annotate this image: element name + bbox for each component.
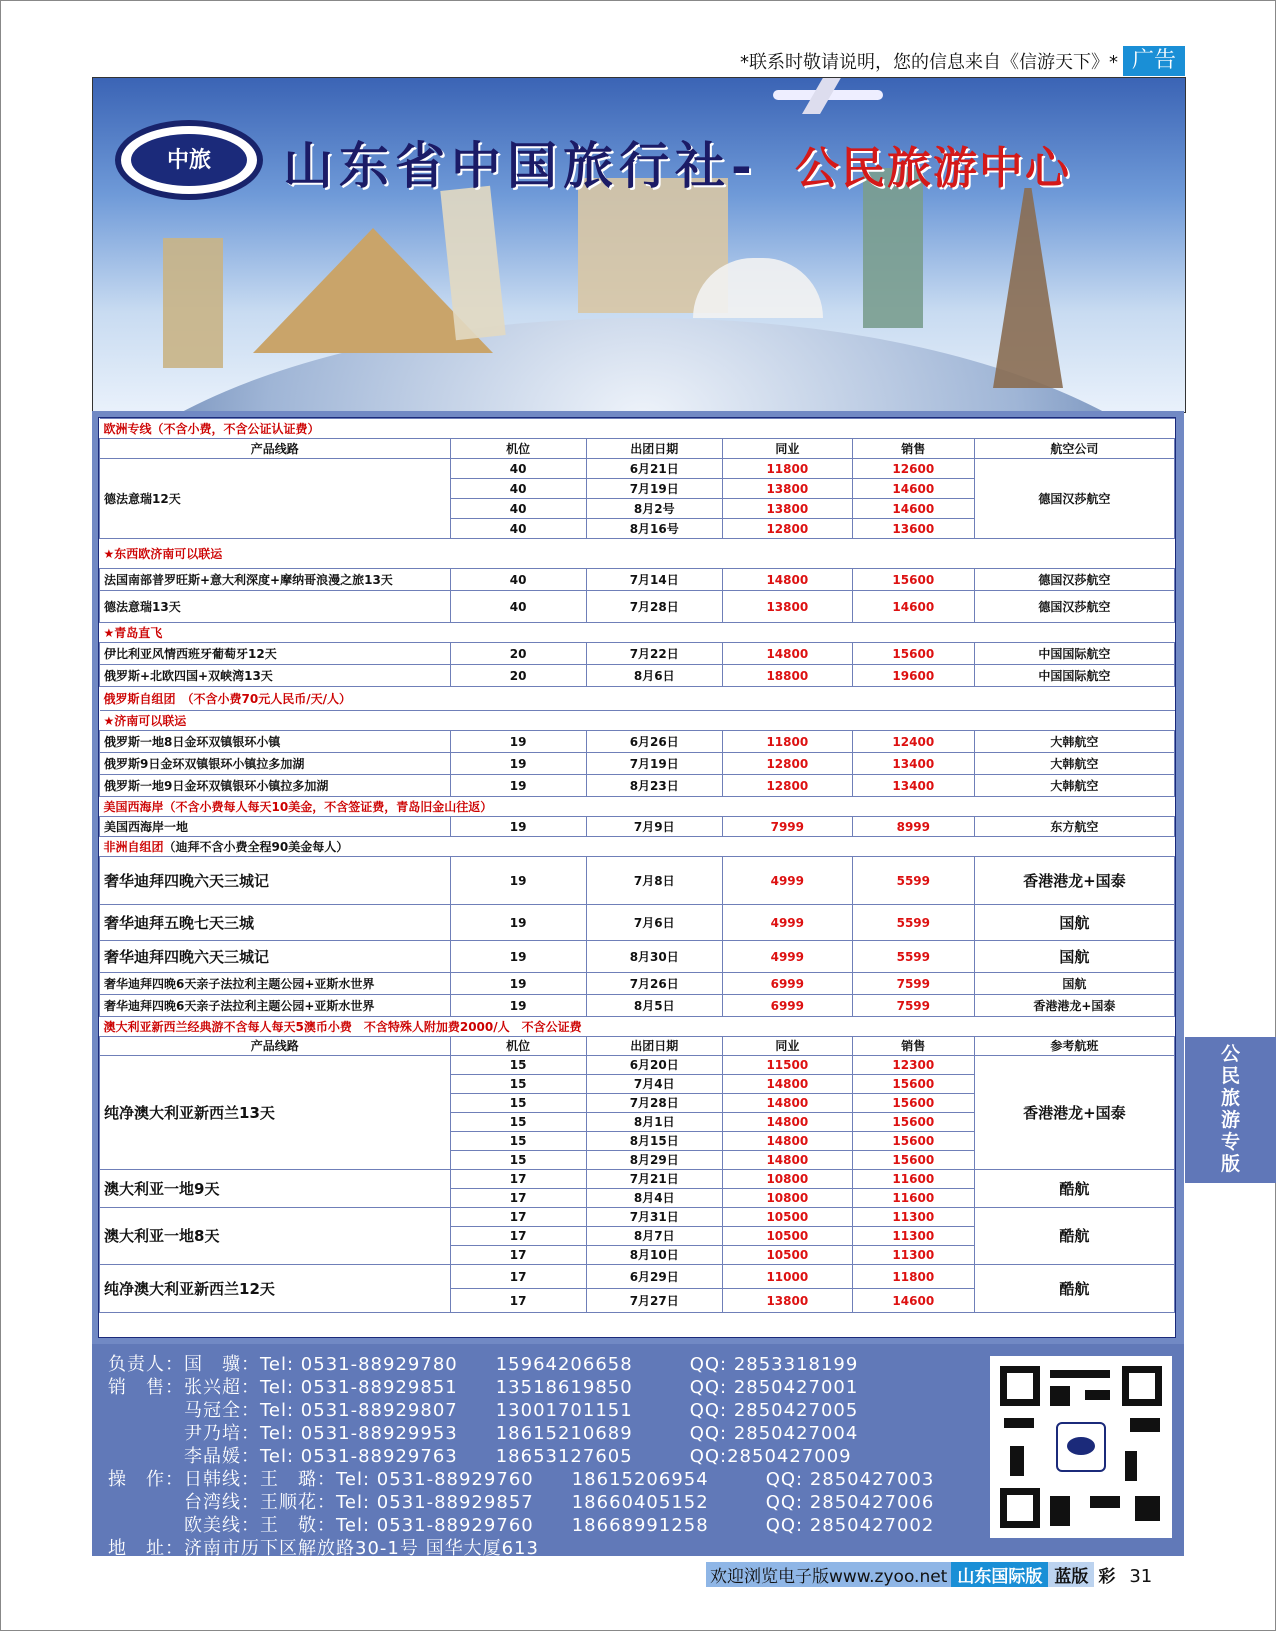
trade-price-cell: 11800 [722,731,852,753]
trade-price-cell: 13800 [722,479,852,499]
date-cell: 7月6日 [586,905,722,941]
airline-cell: 大韩航空 [974,753,1174,775]
retail-price-cell: 11300 [852,1227,974,1246]
eiffel-tower-image [993,188,1063,388]
date-cell: 8月29日 [586,1151,722,1170]
column-header: 航空公司 [974,439,1174,459]
contact-line: 李晶媛：Tel: 0531-88929763 18653127605 QQ:2850427009 [108,1446,852,1467]
table-row [100,817,1175,837]
trade-price-cell: 13800 [722,1289,852,1313]
table-row [100,941,1175,973]
trade-price-cell: 10800 [722,1170,852,1189]
retail-price-cell: 5599 [852,905,974,941]
airline-cell: 中国国际航空 [974,665,1174,687]
section-heading [100,797,1175,817]
trade-price-cell: 14800 [722,1132,852,1151]
retail-price-cell: 15600 [852,1132,974,1151]
table-row [100,753,1175,775]
column-header: 产品线路 [100,439,451,459]
table-row [100,1265,1175,1289]
seats-cell: 15 [450,1056,586,1075]
contact-line: 尹乃培：Tel: 0531-88929953 18615210689 QQ: 2850427004 [108,1423,859,1444]
contact-panel [92,1344,1184,1559]
trade-price-cell: 4999 [722,941,852,973]
section-heading [100,623,1175,643]
retail-price-cell: 13400 [852,753,974,775]
column-header: 参考航班 [974,1037,1174,1056]
trade-price-cell: 14800 [722,1113,852,1132]
table-row [100,1208,1175,1227]
trade-price-cell: 10500 [722,1208,852,1227]
trade-price-cell: 11000 [722,1265,852,1289]
footer-blue: 蓝版 [1048,1562,1094,1587]
table-header [100,439,1175,459]
source-note: *联系时敬请说明，您的信息来自《信游天下》* [740,52,1118,73]
seats-cell: 40 [450,591,586,623]
section-heading-text: ★青岛直飞 [100,623,1175,643]
trade-price-cell: 12800 [722,519,852,539]
section-heading-text: ★济南可以联运 [100,711,1175,731]
retail-price-cell: 7599 [852,973,974,995]
date-cell: 8月30日 [586,941,722,973]
retail-price-cell: 11800 [852,1265,974,1289]
retail-price-cell: 15600 [852,1075,974,1094]
seats-cell: 15 [450,1132,586,1151]
contact-line: 销 售：张兴超：Tel: 0531-88929851 13518619850 QQ: 2850427001 [108,1377,859,1398]
date-cell: 7月22日 [586,643,722,665]
seats-cell: 17 [450,1227,586,1246]
airline-cell: 酷航 [974,1265,1174,1313]
airline-cell: 香港港龙+国泰 [974,995,1174,1017]
seats-cell: 17 [450,1170,586,1189]
product-name: 俄罗斯9日金环双镇银环小镇拉多加湖 [100,753,451,775]
retail-price-cell: 11300 [852,1208,974,1227]
trade-price-cell: 12800 [722,775,852,797]
retail-price-cell: 13400 [852,775,974,797]
company-subtitle: 公民旅游中心 [795,143,1071,194]
seats-cell: 19 [450,731,586,753]
column-header: 销售 [852,1037,974,1056]
table-row [100,1056,1175,1075]
trade-price-cell: 13800 [722,499,852,519]
date-cell: 7月19日 [586,479,722,499]
date-cell: 7月28日 [586,591,722,623]
page-number: 31 [1129,1566,1153,1587]
airline-cell: 东方航空 [974,817,1174,837]
date-cell: 8月7日 [586,1227,722,1246]
product-name: 俄罗斯一地9日金环双镇银环小镇拉多加湖 [100,775,451,797]
section-heading-text [100,837,1175,857]
section-heading [100,711,1175,731]
retail-price-cell: 7599 [852,995,974,1017]
product-name: 俄罗斯一地8日金环双镇银环小镇 [100,731,451,753]
airline-cell: 中国国际航空 [974,643,1174,665]
date-cell: 8月1日 [586,1113,722,1132]
table-row [100,1170,1175,1189]
side-tab-char: 旅 [1220,1087,1240,1109]
contact-line: 操 作：日韩线：王 璐：Tel: 0531-88929760 18615206954 QQ: 2850427003 [108,1469,935,1490]
side-tab-char: 公 [1220,1043,1240,1065]
trade-price-cell: 13800 [722,591,852,623]
section-heading [100,419,1175,439]
date-cell: 6月20日 [586,1056,722,1075]
column-header: 出团日期 [586,439,722,459]
seats-cell: 19 [450,775,586,797]
date-cell: 7月28日 [586,1094,722,1113]
retail-price-cell: 14600 [852,479,974,499]
airplane-image [773,90,883,100]
airline-cell: 德国汉莎航空 [974,459,1174,539]
retail-price-cell: 11600 [852,1170,974,1189]
big-ben-image [163,238,223,368]
section-heading [100,687,1175,711]
date-cell: 8月2号 [586,499,722,519]
table-row [100,905,1175,941]
side-tab-char: 专 [1220,1131,1240,1153]
date-cell: 7月27日 [586,1289,722,1313]
table-row [100,973,1175,995]
seats-cell: 17 [450,1265,586,1289]
seats-cell: 19 [450,995,586,1017]
date-cell: 6月29日 [586,1265,722,1289]
column-header: 机位 [450,439,586,459]
retail-price-cell: 19600 [852,665,974,687]
airline-cell: 国航 [974,941,1174,973]
logo-text: 中旅 [131,134,247,186]
table-row [100,775,1175,797]
airline-cell: 香港港龙+国泰 [974,857,1174,905]
section-heading-text: 澳大利亚新西兰经典游不含每人每天5澳币小费 不含特殊人附加费2000/人 不含公证费 [100,1017,1175,1037]
address-line: 地 址：济南市历下区解放路30-1号 国华大厦613 [108,1538,539,1559]
retail-price-cell: 15600 [852,1094,974,1113]
date-cell: 8月15日 [586,1132,722,1151]
trade-price-cell: 4999 [722,857,852,905]
price-table [99,418,1175,1313]
footer [706,1562,1152,1586]
seats-cell: 15 [450,1094,586,1113]
trade-price-cell: 4999 [722,905,852,941]
retail-price-cell: 8999 [852,817,974,837]
ad-tag: 广告 [1123,46,1185,76]
product-name: 奢华迪拜四晚六天三城记 [100,857,451,905]
airline-cell: 大韩航空 [974,731,1174,753]
product-name: 奢华迪拜五晚七天三城 [100,905,451,941]
date-cell: 7月26日 [586,973,722,995]
section-heading-text: 美国西海岸（不含小费每人每天10美金，不含签证费，青岛旧金山往返） [100,797,1175,817]
table-row [100,643,1175,665]
price-table-frame [98,417,1176,1338]
product-name: 俄罗斯+北欧四国+双峡湾13天 [100,665,451,687]
trade-price-cell: 14800 [722,569,852,591]
retail-price-cell: 11600 [852,1189,974,1208]
trade-price-cell: 14800 [722,1094,852,1113]
seats-cell: 40 [450,519,586,539]
seats-cell: 19 [450,973,586,995]
table-row [100,665,1175,687]
company-title: 山东省中国旅行社- [283,136,758,195]
retail-price-cell: 13600 [852,519,974,539]
section-heading [100,1017,1175,1037]
seats-cell: 17 [450,1246,586,1265]
date-cell: 8月23日 [586,775,722,797]
product-name: 伊比利亚风情西班牙葡萄牙12天 [100,643,451,665]
retail-price-cell: 15600 [852,569,974,591]
seats-cell: 40 [450,479,586,499]
section-heading-note: （迪拜不含小费全程90美金每人） [163,839,349,854]
product-name: 德法意瑞13天 [100,591,451,623]
contact-line: 欧美线：王 敬：Tel: 0531-88929760 18668991258 QQ: 2850427002 [108,1515,935,1536]
trade-price-cell: 10500 [722,1246,852,1265]
trade-price-cell: 6999 [722,973,852,995]
date-cell: 7月19日 [586,753,722,775]
column-header: 出团日期 [586,1037,722,1056]
section-heading-text: 俄罗斯自组团 （不含小费70元人民币/天/人） [100,687,1175,711]
trade-price-cell: 18800 [722,665,852,687]
seats-cell: 40 [450,459,586,479]
date-cell: 8月4日 [586,1189,722,1208]
banner [92,77,1186,413]
table-row [100,995,1175,1017]
company-logo [115,120,263,200]
product-name: 奢华迪拜四晚6天亲子法拉利主题公园+亚斯水世界 [100,973,451,995]
table-row [100,569,1175,591]
seats-cell: 19 [450,817,586,837]
column-header: 机位 [450,1037,586,1056]
airline-cell: 国航 [974,905,1174,941]
airline-cell: 香港港龙+国泰 [974,1056,1174,1170]
date-cell: 7月4日 [586,1075,722,1094]
price-table-panel [92,411,1184,1344]
date-cell: 7月31日 [586,1208,722,1227]
product-name: 奢华迪拜四晚6天亲子法拉利主题公园+亚斯水世界 [100,995,451,1017]
date-cell: 7月21日 [586,1170,722,1189]
trade-price-cell: 11800 [722,459,852,479]
section-heading [100,539,1175,569]
column-header: 同业 [722,1037,852,1056]
side-tab-char: 民 [1220,1065,1240,1087]
trade-price-cell: 10500 [722,1227,852,1246]
footer-color: 彩 [1098,1567,1116,1587]
qr-code[interactable] [990,1356,1172,1538]
retail-price-cell: 5599 [852,941,974,973]
contact-line: 马冠全：Tel: 0531-88929807 13001701151 QQ: 2850427005 [108,1400,859,1421]
seats-cell: 17 [450,1289,586,1313]
date-cell: 8月10日 [586,1246,722,1265]
product-name: 澳大利亚一地8天 [100,1208,451,1265]
seats-cell: 15 [450,1151,586,1170]
contact-line: 负责人：国 骥：Tel: 0531-88929780 15964206658 QQ: 2853318199 [108,1354,859,1375]
airline-cell: 德国汉莎航空 [974,569,1174,591]
retail-price-cell: 12300 [852,1056,974,1075]
retail-price-cell: 5599 [852,857,974,905]
trade-price-cell: 7999 [722,817,852,837]
product-name: 纯净澳大利亚新西兰12天 [100,1265,451,1313]
footer-edition: 山东国际版 [951,1562,1048,1587]
retail-price-cell: 12600 [852,459,974,479]
seats-cell: 19 [450,905,586,941]
seats-cell: 17 [450,1189,586,1208]
date-cell: 8月16号 [586,519,722,539]
table-row [100,731,1175,753]
seats-cell: 19 [450,753,586,775]
date-cell: 6月26日 [586,731,722,753]
product-name: 奢华迪拜四晚六天三城记 [100,941,451,973]
table-row [100,591,1175,623]
retail-price-cell: 15600 [852,643,974,665]
retail-price-cell: 14600 [852,499,974,519]
airline-cell: 大韩航空 [974,775,1174,797]
retail-price-cell: 14600 [852,591,974,623]
seats-cell: 15 [450,1113,586,1132]
airline-cell: 德国汉莎航空 [974,591,1174,623]
date-cell: 7月14日 [586,569,722,591]
product-name: 澳大利亚一地9天 [100,1170,451,1208]
date-cell: 8月5日 [586,995,722,1017]
retail-price-cell: 11300 [852,1246,974,1265]
airline-cell: 国航 [974,973,1174,995]
date-cell: 7月8日 [586,857,722,905]
trade-price-cell: 6999 [722,995,852,1017]
seats-cell: 19 [450,857,586,905]
seats-cell: 40 [450,569,586,591]
footer-browse[interactable]: 欢迎浏览电子版www.zyoo.net [706,1562,951,1587]
side-tab [1185,1037,1276,1183]
product-name: 德法意瑞12天 [100,459,451,539]
product-name: 美国西海岸一地 [100,817,451,837]
section-heading-label: 非洲自组团 [103,839,164,854]
trade-price-cell: 14800 [722,643,852,665]
column-header: 销售 [852,439,974,459]
seats-cell: 20 [450,665,586,687]
retail-price-cell: 15600 [852,1151,974,1170]
table-row [100,459,1175,479]
seats-cell: 40 [450,499,586,519]
date-cell: 8月6日 [586,665,722,687]
section-heading [100,837,1175,857]
seats-cell: 19 [450,941,586,973]
section-heading-text: 欧洲专线（不含小费，不含公证认证费） [100,419,1175,439]
retail-price-cell: 15600 [852,1113,974,1132]
trade-price-cell: 10800 [722,1189,852,1208]
seats-cell: 17 [450,1208,586,1227]
table-row [100,857,1175,905]
contact-line: 台湾线：王顺花：Tel: 0531-88929857 18660405152 QQ: 2850427006 [108,1492,935,1513]
retail-price-cell: 12400 [852,731,974,753]
section-heading-text: ★东西欧济南可以联运 [100,539,1175,569]
seats-cell: 20 [450,643,586,665]
product-name: 纯净澳大利亚新西兰13天 [100,1056,451,1170]
trade-price-cell: 11500 [722,1056,852,1075]
date-cell: 7月9日 [586,817,722,837]
trade-price-cell: 14800 [722,1151,852,1170]
trade-price-cell: 14800 [722,1075,852,1094]
column-header: 同业 [722,439,852,459]
airline-cell: 酷航 [974,1208,1174,1265]
date-cell: 6月21日 [586,459,722,479]
side-tab-char: 版 [1220,1153,1240,1175]
side-tab-char: 游 [1220,1109,1240,1131]
airline-cell: 酷航 [974,1170,1174,1208]
retail-price-cell: 14600 [852,1289,974,1313]
column-header: 产品线路 [100,1037,451,1056]
product-name: 法国南部普罗旺斯+意大利深度+摩纳哥浪漫之旅13天 [100,569,451,591]
seats-cell: 15 [450,1075,586,1094]
table-header [100,1037,1175,1056]
trade-price-cell: 12800 [722,753,852,775]
